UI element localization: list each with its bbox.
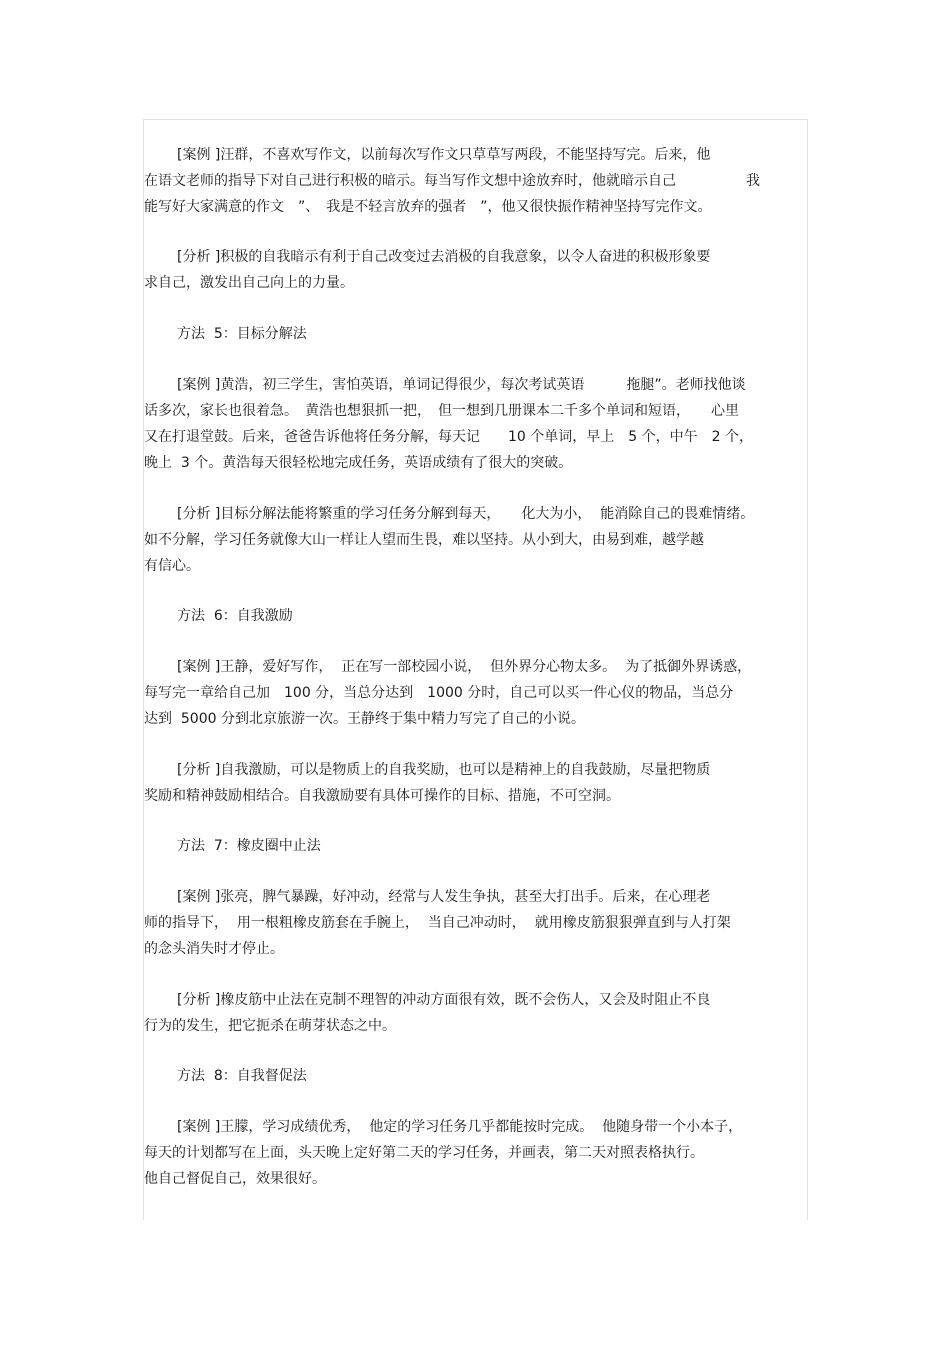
analysis6-line1: [分析 ]自我激励，可以是物质上的自我奖励，也可以是精神上的自我鼓励，尽量把物质 — [177, 762, 711, 778]
case7-line2: 师的指导下， 用一根粗橡皮筋套在手腕上， 当自己冲动时， 就用橡皮筋狠狠弹直到与人打架 — [144, 915, 731, 931]
method7-heading: 方法 7：橡皮圈中止法 — [177, 838, 321, 854]
case7-line3: 的念头消失时才停止。 — [144, 941, 284, 957]
case6-line1: [案例 ]王静，爱好写作， 正在写一部校园小说， 但外界分心物太多。 为了抵御外界诱惑， — [177, 659, 752, 675]
case8-line1: [案例 ]王朦，学习成绩优秀， 他定的学习任务几乎都能按时完成。 他随身带一个小本子， — [177, 1119, 743, 1135]
analysis6-line2: 奖励和精神鼓励相结合。自我激励要有具体可操作的目标、措施，不可空洞。 — [144, 788, 620, 804]
case5-line4: 晚上 3 个。黄浩每天很轻松地完成任务，英语成绩有了很大的突破。 — [144, 455, 573, 471]
method5-heading: 方法 5：目标分解法 — [177, 326, 307, 342]
case5-line2: 话多次，家长也很着急。 黄浩也想狠抓一把， 但一想到几册课本二千多个单词和短语， 心里 — [144, 403, 739, 419]
case1-line3: 能写好大家满意的作文 ”、 我是不轻言放弃的强者 ”，他又很快振作精神坚持写完作文。 — [144, 199, 712, 215]
method8-heading: 方法 8：自我督促法 — [177, 1068, 307, 1084]
analysis1-line2: 求自己，激发出自己向上的力量。 — [144, 275, 354, 291]
case6-line3: 达到 5000 分到北京旅游一次。王静终于集中精力写完了自己的小说。 — [144, 711, 585, 727]
case8-line2: 每天的计划都写在上面，头天晚上定好第二天的学习任务，并画表，第二天对照表格执行。 — [144, 1145, 704, 1161]
case7-line1: [案例 ]张亮，脾气暴躁，好冲动，经常与人发生争执，甚至大打出手。后来，在心理老 — [177, 889, 711, 905]
analysis1-line1: [分析 ]积极的自我暗示有利于自己改变过去消极的自我意象，以令人奋进的积极形象要 — [177, 249, 711, 265]
method6-heading: 方法 6：自我激励 — [177, 608, 293, 624]
case1-line1: [案例 ]汪群，不喜欢写作文，以前每次写作文只草草写两段，不能坚持写完。后来，他 — [177, 147, 711, 163]
analysis7-line2: 行为的发生，把它扼杀在萌芽状态之中。 — [144, 1018, 396, 1034]
case6-line2: 每写完一章给自己加 100 分，当总分达到 1000 分时，自己可以买一件心仪的物品，当总分 — [144, 685, 734, 701]
analysis7-line1: [分析 ]橡皮筋中止法在克制不理智的冲动方面很有效，既不会伤人，又会及时阻止不良 — [177, 992, 711, 1008]
case5-line3: 又在打退堂鼓。后来，爸爸告诉他将任务分解，每天记 10 个单词，早上 5 个，中午 2 个， — [144, 429, 753, 445]
case8-line3: 他自己督促自己，效果很好。 — [144, 1171, 326, 1187]
analysis5-line2: 如不分解，学习任务就像大山一样让人望而生畏，难以坚持。从小到大，由易到难，越学越 — [144, 532, 704, 548]
analysis5-line1: [分析 ]目标分解法能将繁重的学习任务分解到每天， 化大为小， 能消除自己的畏难情绪。 — [177, 506, 755, 522]
case5-line1: [案例 ]黄浩，初三学生，害怕英语，单词记得很少，每次考试英语 拖腿”。老师找他谈 — [177, 377, 746, 393]
analysis5-line3: 有信心。 — [144, 558, 200, 574]
case1-line2: 在语文老师的指导下对自己进行积极的暗示。每当写作文想中途放弃时，他就暗示自己 我 — [144, 173, 760, 189]
